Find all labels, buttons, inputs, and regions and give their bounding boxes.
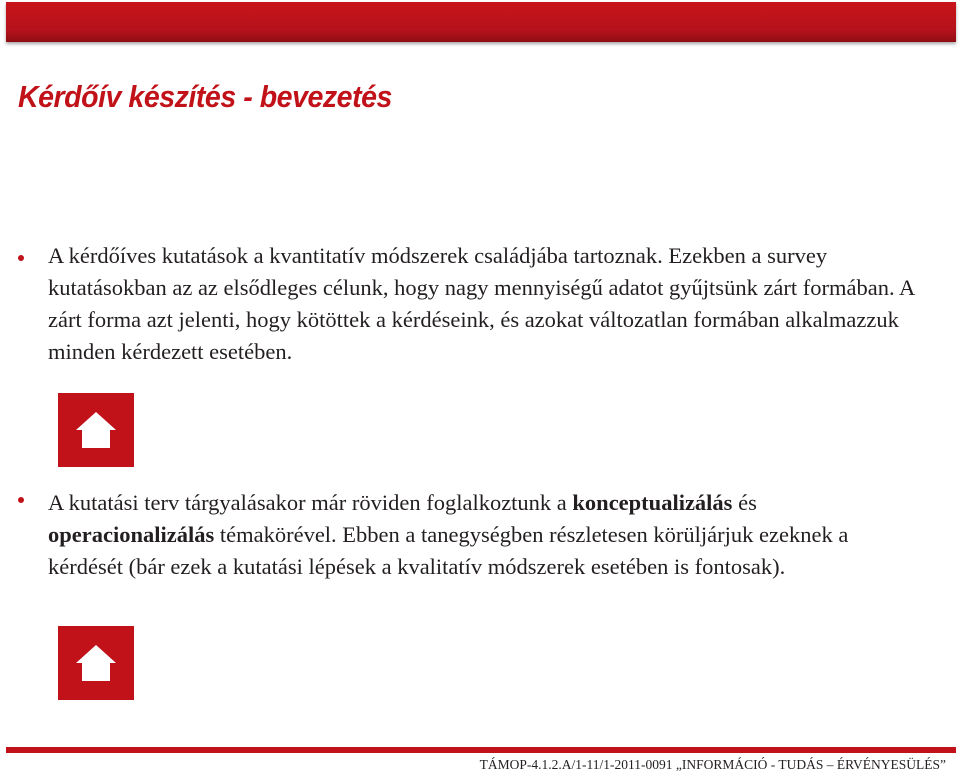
page-title: Kérdőív készítés - bevezetés — [18, 78, 392, 114]
home-button-1[interactable] — [58, 393, 134, 467]
bullet-marker — [18, 497, 24, 503]
top-banner-bar — [6, 2, 956, 42]
footer-divider-bar — [6, 747, 956, 753]
footer-project-id: TÁMOP-4.1.2.A/1-11/1-2011-0091 „INFORMÁCIÓ - TUDÁS – ÉRVÉNYESÜLÉS” — [479, 757, 946, 772]
bullet2-text-2: és — [732, 490, 757, 515]
bullet2-text-3: témakörével. Ebben a tanegységben részletesen körüljárjuk ezeknek a kérdését (bár ezek a kutatási lépések a kvalitatív módszerek esetében is fontosak). — [48, 522, 849, 579]
home-icon — [74, 410, 118, 450]
bullet-marker — [18, 255, 24, 261]
term-konceptualizalas: konceptualizálás — [572, 490, 733, 515]
term-operacionalizalas: operacionalizálás — [48, 522, 215, 547]
bullet2-text-1: A kutatási terv tárgyalásakor már röviden foglalkoztunk a — [48, 490, 573, 515]
bullet-paragraph-2 — [48, 487, 918, 583]
bullet-paragraph-1: A kérdőíves kutatások a kvantitatív módszerek családjába tartoznak. Ezekben a survey kutatásokban az az elsődleges célunk, hogy nagy mennyiségű adatot gyűjtsünk zárt formában. A zárt forma azt jelenti, hogy kötöttek a kérdéseink, és azokat változatlan formában alkalmazzuk minden kérdezett esetében. — [48, 243, 915, 364]
home-button-2[interactable] — [58, 626, 134, 700]
home-icon — [74, 643, 118, 683]
